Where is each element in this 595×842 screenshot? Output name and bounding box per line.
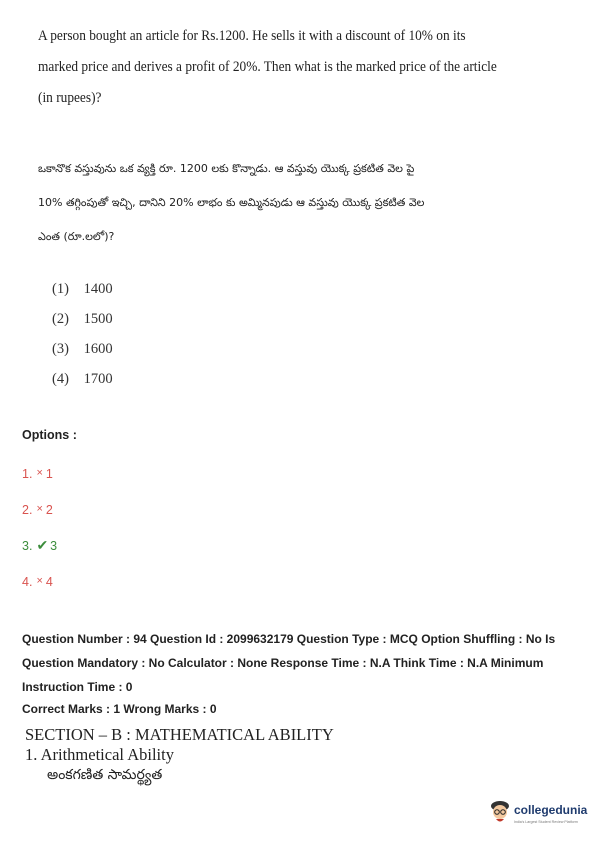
choice-value: 1500 xyxy=(83,311,113,327)
choice-item xyxy=(52,334,113,364)
choice-item xyxy=(52,274,113,304)
wrong-icon: × xyxy=(36,467,43,479)
option-item xyxy=(22,458,57,494)
options-list xyxy=(22,458,57,602)
option-number: 4. xyxy=(22,575,33,589)
choice-number: (3) xyxy=(52,341,69,357)
option-value: 3 xyxy=(50,539,58,553)
wrong-icon: × xyxy=(36,503,43,515)
question-line-te: 10% తగ్గింపుతో ఇచ్చి, దానిని 20% లాభం కు అమ్మినపుడు ఆ వస్తువు యొక్క ప్రకటిత వెల xyxy=(38,196,425,209)
choice-value: 1600 xyxy=(83,341,113,357)
choice-value: 1700 xyxy=(83,371,113,387)
section-subtitle-te: అంకగణిత సామర్థ్యత xyxy=(47,767,163,783)
option-item xyxy=(22,566,57,602)
answer-choices xyxy=(52,274,113,394)
section-header xyxy=(25,725,334,785)
question-line-te: ఒకానొక వస్తువును ఒక వ్యక్తి రూ. 1200 లకు కొన్నాడు. ఆ వస్తువు యొక్క ప్రకటిత వెల పై xyxy=(38,162,415,175)
logo-mascot-icon xyxy=(489,800,511,824)
metadata-line: Instruction Time : 0 xyxy=(22,680,133,694)
marks-line: Correct Marks : 1 Wrong Marks : 0 xyxy=(22,702,217,716)
section-subtitle: 1. Arithmetical Ability xyxy=(25,745,174,764)
question-line: (in rupees)? xyxy=(38,89,102,106)
choice-number: (2) xyxy=(52,311,69,327)
question-line: A person bought an article for Rs.1200. He sells it with a discount of 10% on its xyxy=(38,27,466,44)
metadata-line: Question Mandatory : No Calculator : None Response Time : N.A Think Time : N.A Minimum xyxy=(22,656,544,670)
option-number: 3. xyxy=(22,539,33,553)
collegedunia-logo xyxy=(489,800,589,832)
question-line: marked price and derives a profit of 20%. Then what is the marked price of the article xyxy=(38,58,497,75)
choice-item xyxy=(52,364,113,394)
logo-tagline: India's Largest Student Review Platform xyxy=(514,820,578,824)
option-value: 1 xyxy=(45,467,53,481)
choice-number: (4) xyxy=(52,371,69,387)
choice-item xyxy=(52,304,113,334)
question-english xyxy=(38,20,497,113)
option-item xyxy=(22,530,57,566)
choice-value: 1400 xyxy=(83,281,113,297)
logo-name: collegedunia xyxy=(514,803,588,817)
question-line-te: ఎంత (రూ.లలో)? xyxy=(38,230,115,243)
option-value: 4 xyxy=(45,575,53,589)
check-icon: ✔ xyxy=(36,537,49,553)
metadata-line: Question Number : 94 Question Id : 2099632179 Question Type : MCQ Option Shuffling : No Is xyxy=(22,632,556,646)
question-metadata xyxy=(22,627,582,699)
option-number: 2. xyxy=(22,503,33,517)
option-value: 2 xyxy=(45,503,53,517)
wrong-icon: × xyxy=(36,575,43,587)
question-telugu xyxy=(38,152,508,254)
section-title: SECTION – B : MATHEMATICAL ABILITY xyxy=(25,725,334,744)
choice-number: (1) xyxy=(52,281,69,297)
option-item xyxy=(22,494,57,530)
options-title: Options : xyxy=(22,428,77,442)
option-number: 1. xyxy=(22,467,33,481)
